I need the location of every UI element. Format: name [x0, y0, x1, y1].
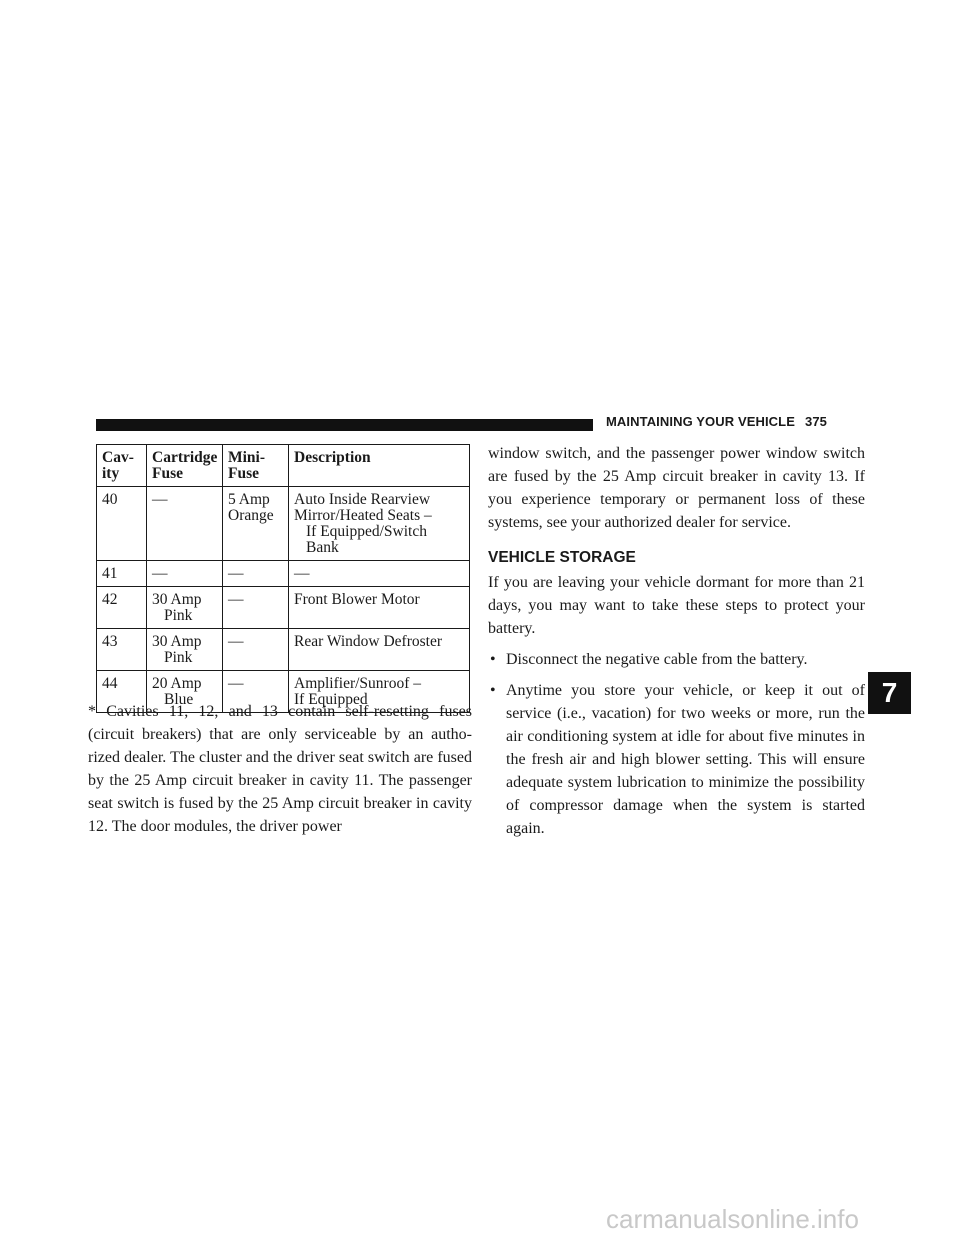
cell-description: Front Blower Motor	[289, 587, 470, 629]
fuse-table	[96, 444, 470, 713]
table-row	[97, 629, 470, 671]
chapter-tab: 7	[868, 672, 911, 714]
cell-cavity: 42	[97, 587, 147, 629]
cell-mini: —	[223, 587, 289, 629]
cell-cavity: 43	[97, 629, 147, 671]
header-rule	[96, 419, 593, 431]
continued-paragraph: window switch, and the passenger power window switch are fused by the 25 Amp circuit breaker in cavity 13. If you experience temporary or permanent loss of these systems, see your authorized dealer for service.	[488, 445, 865, 531]
bullet-icon: •	[490, 682, 496, 699]
header-cartridge-fuse: Cartridge Fuse	[147, 445, 223, 487]
cell-description: Amplifier/Sunroof – If Equipped	[289, 671, 470, 713]
header-cavity: Cav- ity	[97, 445, 147, 487]
running-header	[606, 414, 866, 429]
cell-cartridge: 30 Amp Pink	[147, 629, 223, 671]
section-title: MAINTAINING YOUR VEHICLE	[606, 414, 795, 429]
table-row	[97, 587, 470, 629]
section-heading: VEHICLE STORAGE	[488, 549, 636, 566]
cell-description: Rear Window Defroster	[289, 629, 470, 671]
footnote-paragraph: * Cavities 11, 12, and 13 contain self-resetting fuses (circuit breakers) that are only serviceable by an autho-rized dealer. The cluster and the driver seat switch are fused by the 25 Amp circuit breaker in cavity 11. The passenger seat switch is fused by the 25 Amp circuit breaker in cavity 12. The door modules, the driver power	[88, 703, 472, 835]
cell-cavity: 44	[97, 671, 147, 713]
list-item	[488, 679, 865, 840]
cell-cartridge: 20 Amp Blue	[147, 671, 223, 713]
table-row	[97, 561, 470, 587]
cell-cartridge: 30 Amp Pink	[147, 587, 223, 629]
table-header-row	[97, 445, 470, 487]
header-mini-fuse: Mini- Fuse	[223, 445, 289, 487]
cell-cavity: 40	[97, 487, 147, 561]
cell-mini: —	[223, 671, 289, 713]
watermark: carmanualsonline.info	[606, 1204, 859, 1234]
cell-cavity: 41	[97, 561, 147, 587]
bullet-icon: •	[490, 651, 496, 668]
table-row	[97, 487, 470, 561]
header-description: Description	[289, 445, 470, 487]
cell-mini: —	[223, 629, 289, 671]
cell-mini: —	[223, 561, 289, 587]
cell-description: —	[289, 561, 470, 587]
cell-mini: 5 Amp Orange	[223, 487, 289, 561]
cell-cartridge: —	[147, 487, 223, 561]
list-item-text: Anytime you store your vehicle, or keep it out of service (i.e., vacation) for two weeks or more, run the air conditioning system at idle for about five minutes in the fresh air and high blower setting. This will ensure adequate system lubrication to minimize the possibility of compressor damage when the system is started again.	[506, 682, 865, 837]
list-item-text: Disconnect the negative cable from the battery.	[506, 651, 808, 668]
right-column	[488, 442, 865, 840]
page-number: 375	[804, 414, 827, 429]
cell-cartridge: —	[147, 561, 223, 587]
storage-intro: If you are leaving your vehicle dormant for more than 21 days, you may want to take these steps to protect your battery.	[488, 574, 865, 637]
list-item	[488, 648, 865, 671]
cell-description: Auto Inside Rearview Mirror/Heated Seats – If Equipped/Switch Bank	[289, 487, 470, 561]
